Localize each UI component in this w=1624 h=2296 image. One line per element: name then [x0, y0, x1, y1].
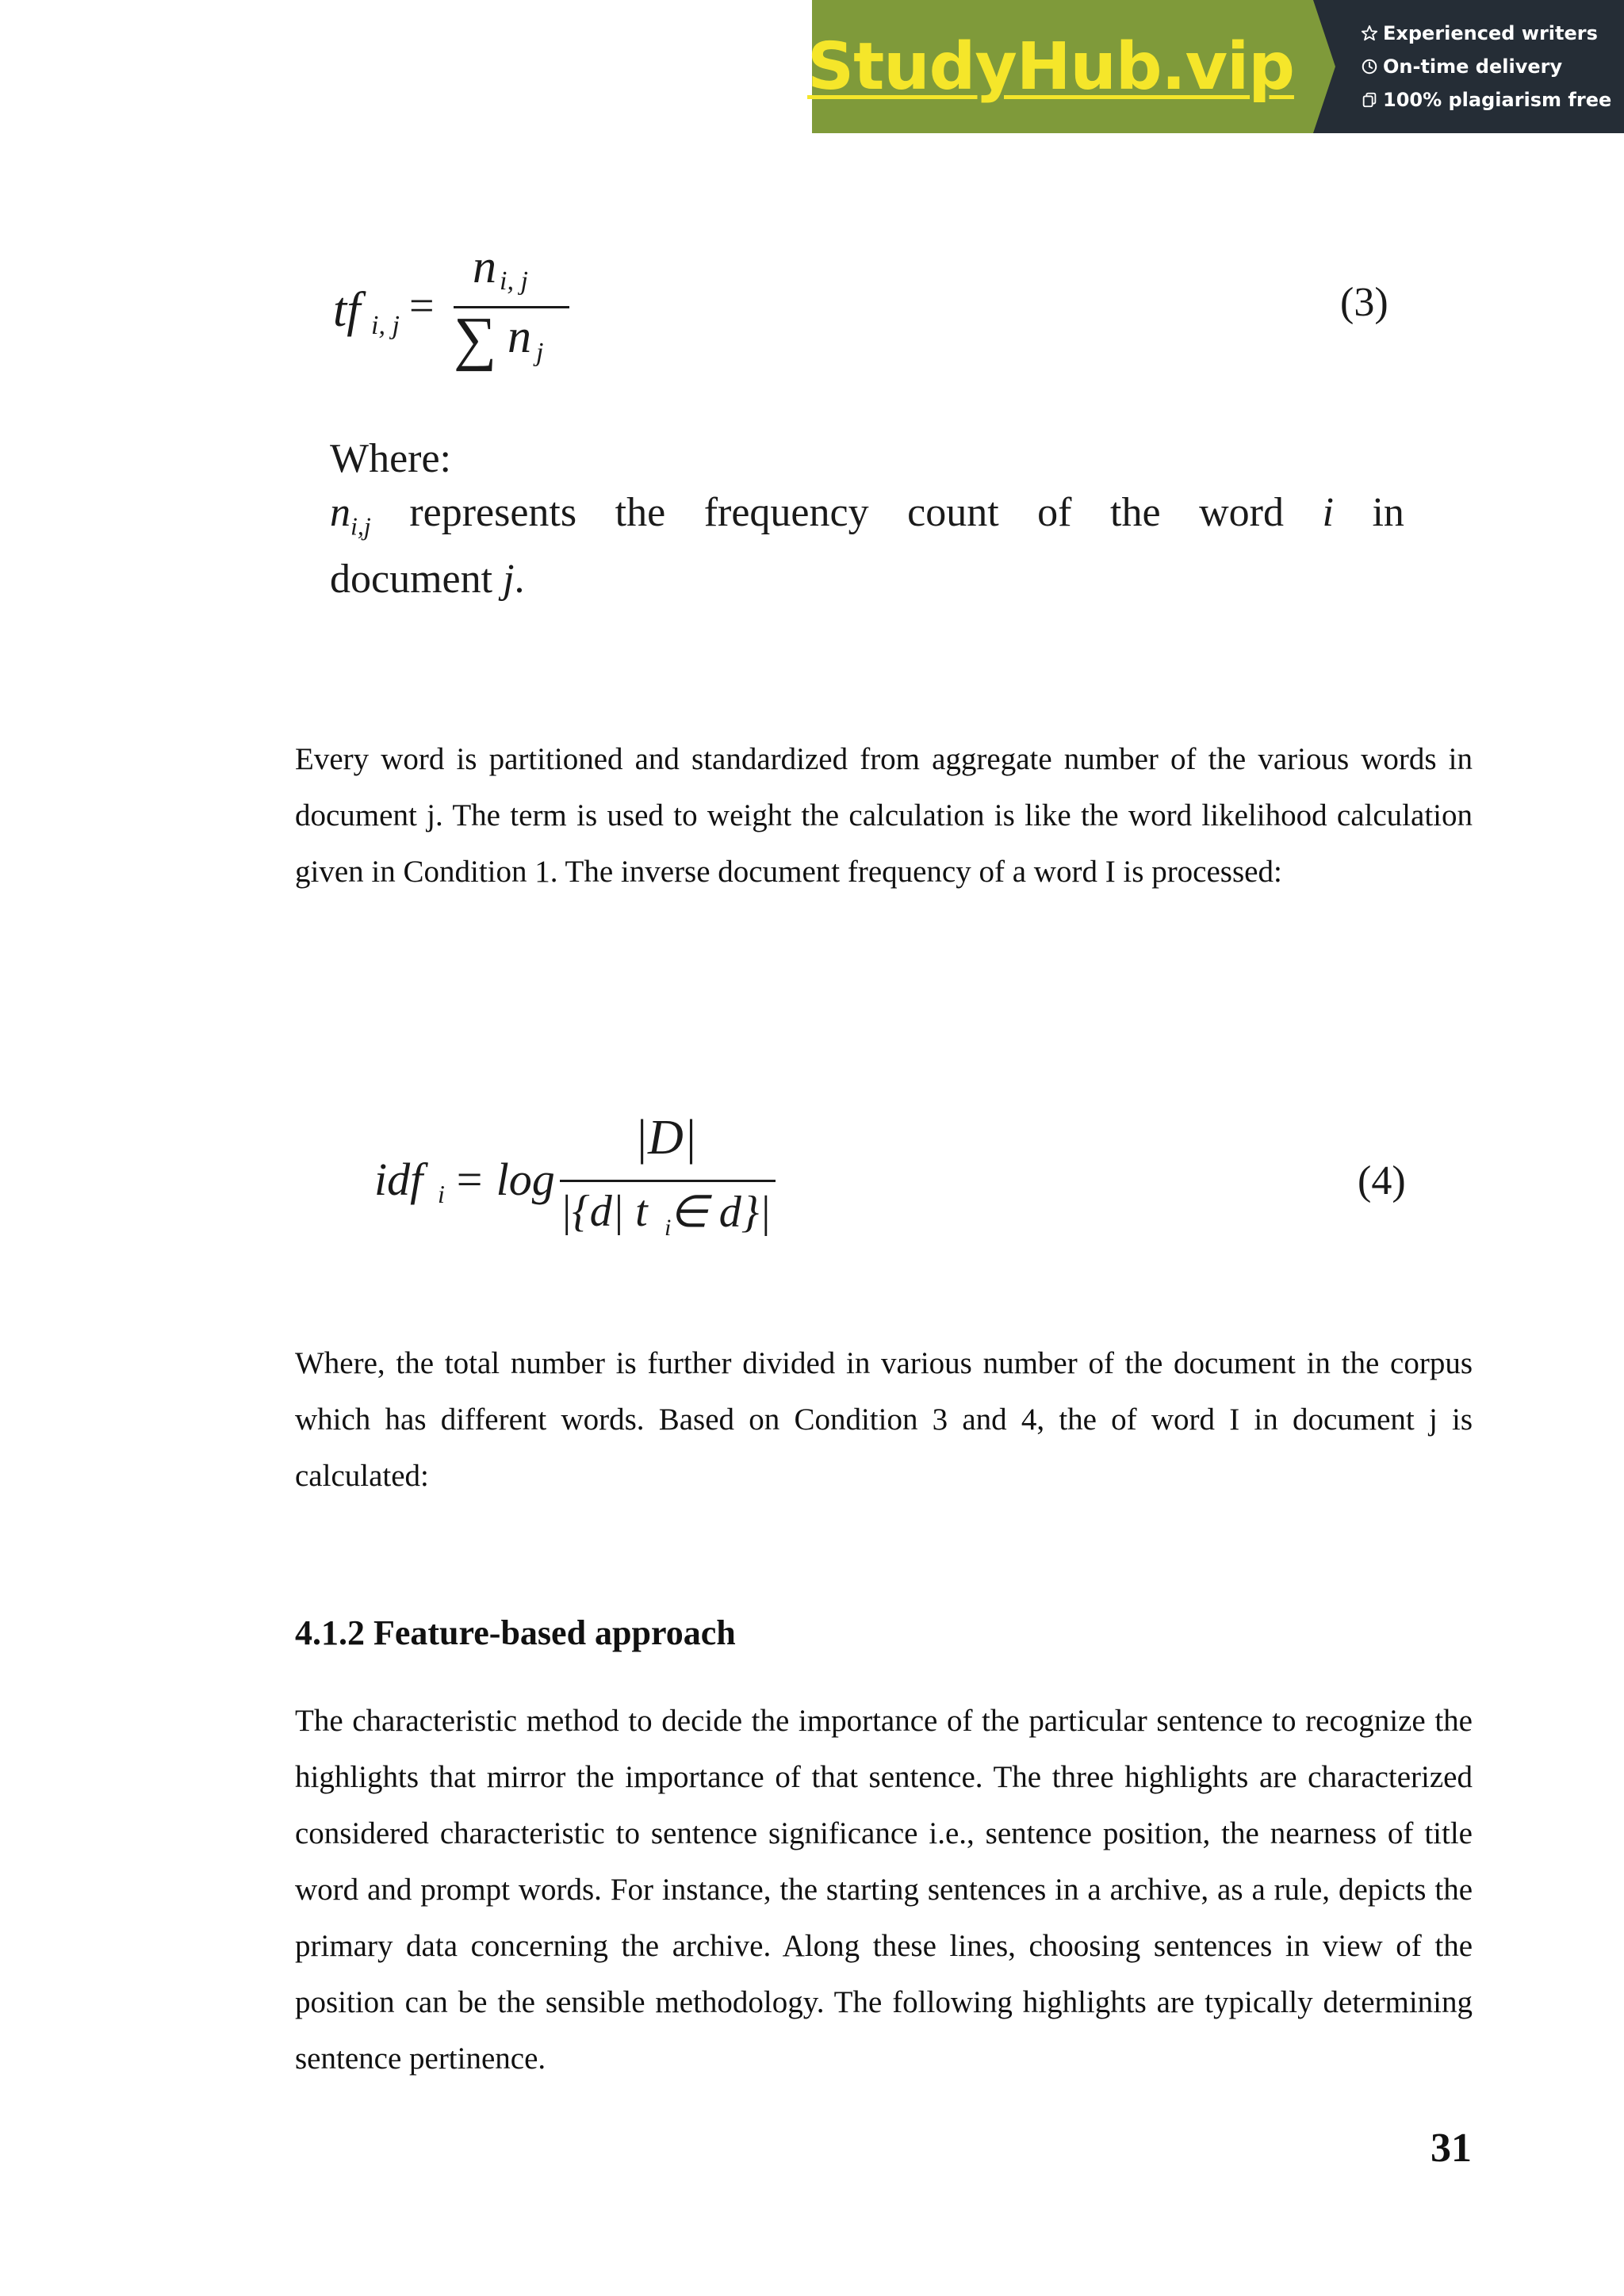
feature-plagiarism-free [1361, 86, 1624, 114]
formula-tf-denominator-sub: j [536, 338, 544, 367]
where-word: the [1110, 490, 1161, 535]
formula-tf-denominator: n [508, 310, 531, 362]
formula-tf-lhs-sub: i, j [371, 311, 400, 340]
where-word: count [907, 490, 999, 535]
page-number: 31 [1431, 2126, 1472, 2171]
feature-label: On-time delivery [1383, 55, 1563, 78]
paragraph-feature-approach: The characteristic method to decide the importance of the particular sentence to recognize the highlights that mirror the importance of that sentence. The three highlights are characterized considered characteristic to sentence significance i.e., sentence position, the nearness of title word and prompt words. For instance, the starting sentences in a archive, as a rule, depicts the primary data concerning the archive. Along these lines, choosing sentences in view of the position can be the sensible methodology. The following highlights are typically determining sentence pertinence. [295, 1704, 1473, 2076]
fraction-bar [560, 1180, 776, 1182]
where-word: frequency [703, 490, 869, 535]
where-n-term [330, 486, 371, 553]
where-j: j [503, 557, 515, 603]
where-word-i: i [1322, 490, 1334, 535]
feature-label: 100% plagiarism free [1383, 89, 1612, 111]
where-word: represents [409, 490, 577, 535]
equation-number-4: (4) [1358, 1158, 1406, 1203]
formula-idf-denominator: |{d| t [560, 1187, 648, 1236]
where-line3 [330, 553, 1404, 607]
where-word: of [1037, 490, 1072, 535]
feature-on-time-delivery [1361, 52, 1624, 81]
paragraph-tf-explanation: Every word is partitioned and standardized from aggregate number of the various words in document j. The term is used to weight the calculation is like the word likelihood calculation given in Condition 1. The inverse document frequency of a word I is processed: [295, 742, 1473, 889]
studyhub-banner[interactable] [807, 0, 1624, 133]
equation-number-3: (3) [1340, 280, 1388, 325]
formula-idf-equals-log: = log [454, 1154, 555, 1205]
formula-tf-lhs: tf [333, 283, 361, 337]
where-word: word [1199, 490, 1284, 535]
where-word: the [615, 490, 666, 535]
copy-icon [1361, 91, 1378, 109]
formula-tf-equals: = [409, 281, 435, 331]
where-n: n [330, 490, 350, 535]
where-document-word: document [330, 557, 493, 603]
where-definition [330, 432, 1404, 607]
formula-idf-lhs: idf [374, 1154, 423, 1205]
paragraph-idf-explanation: Where, the total number is further divided in various number of the document in the corpus which has different words. Based on Condition 3 and 4, the of word I in document j is calculated: [295, 1346, 1473, 1493]
where-word: in [1372, 490, 1404, 535]
star-icon [1361, 25, 1378, 42]
formula-idf-lhs-sub: i [438, 1180, 445, 1208]
formula-tf-numerator: n [473, 240, 496, 293]
section-heading: 4.1.2 Feature-based approach [295, 1613, 736, 1652]
formula-idf-denominator-sub: i [665, 1215, 672, 1241]
banner-features [1313, 0, 1624, 133]
formula-idf [374, 1110, 787, 1269]
formula-tf [333, 238, 571, 381]
banner-logo-area[interactable] [807, 0, 1313, 133]
where-definition-line [330, 486, 1404, 553]
clock-icon [1361, 58, 1378, 75]
formula-idf-denominator-end: ∈ d}| [669, 1188, 772, 1237]
where-n-sub: i,j [350, 511, 371, 541]
where-period: . [514, 557, 525, 603]
where-heading: Where: [330, 436, 452, 481]
feature-experienced-writers [1361, 19, 1624, 48]
formula-idf-numerator: |D| [634, 1111, 697, 1165]
studyhub-logo[interactable]: StudyHub.vip [807, 29, 1294, 105]
formula-tf-sum: ∑ [454, 305, 497, 372]
formula-tf-numerator-sub: i, j [500, 266, 528, 296]
feature-label: Experienced writers [1383, 22, 1598, 44]
